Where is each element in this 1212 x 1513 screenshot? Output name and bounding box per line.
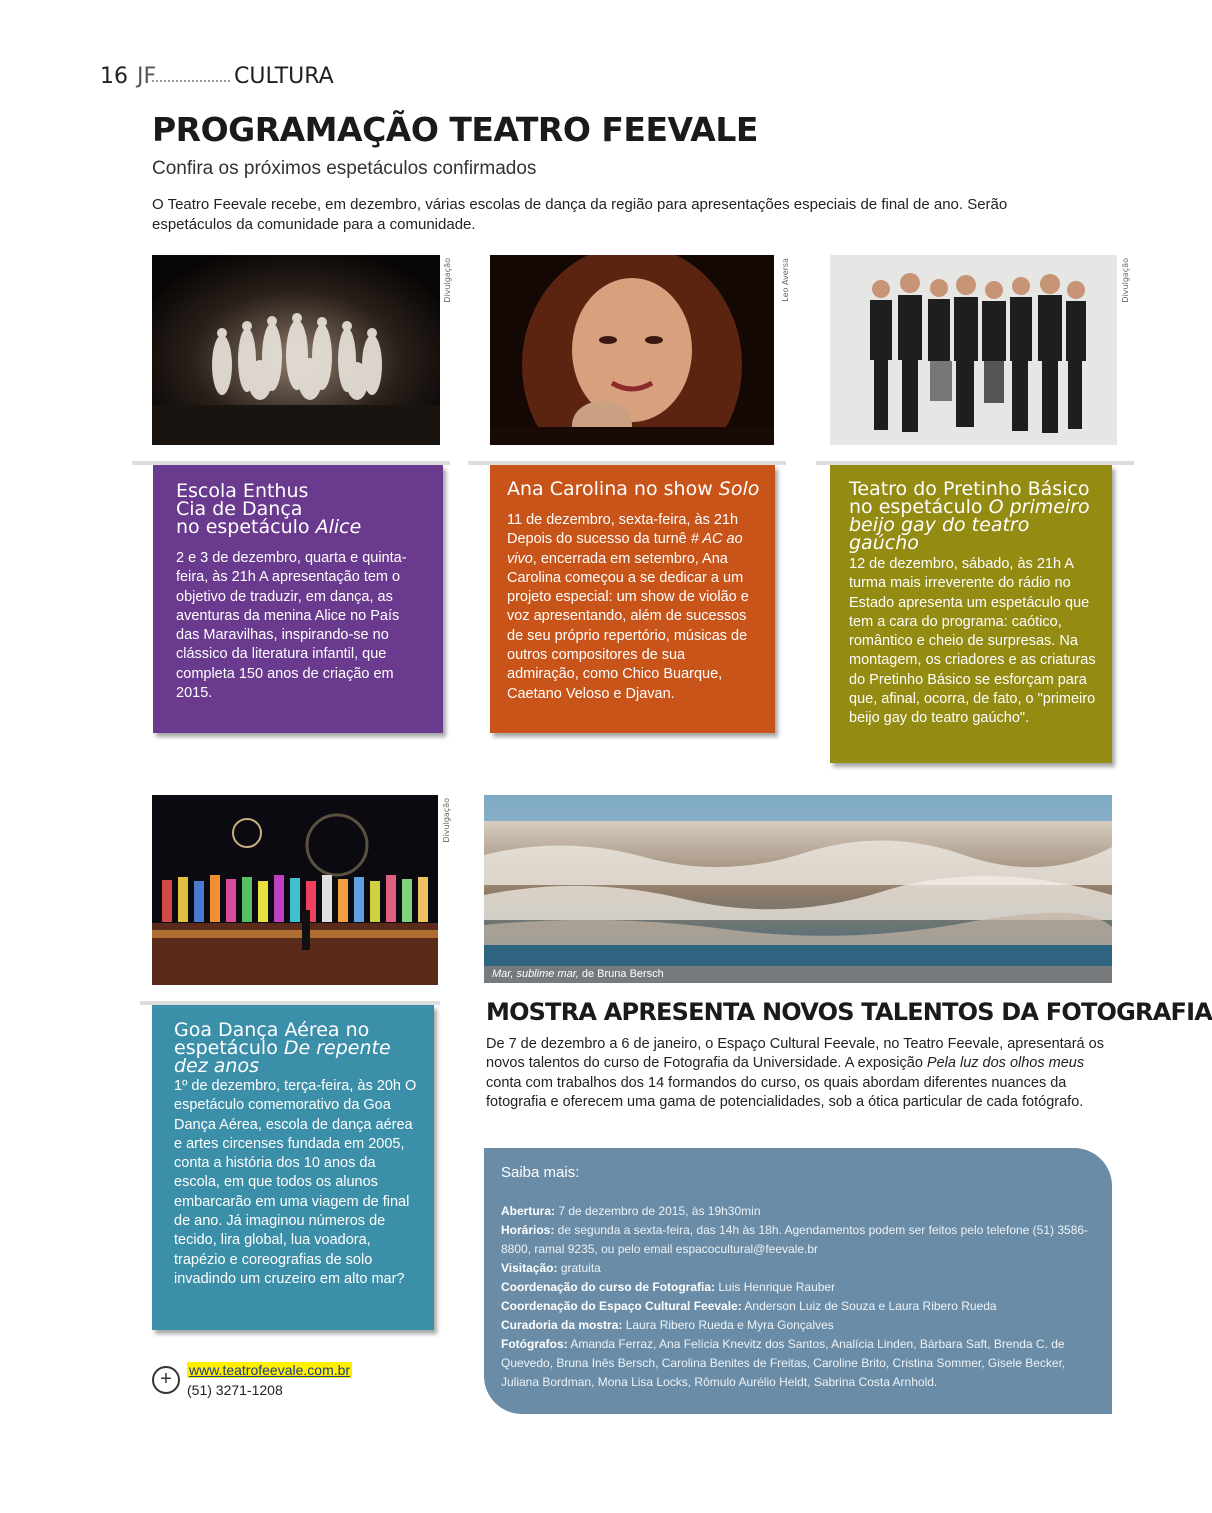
info-coord-curso xyxy=(501,1278,1096,1297)
card-title: no espetáculo xyxy=(849,496,989,518)
card-body-italic: # AC ao vivo xyxy=(507,531,743,567)
band-photo xyxy=(830,255,1117,445)
photo-credit: Leo Aversa xyxy=(781,258,790,302)
card-ana-carolina xyxy=(490,465,775,733)
card-title: no espetáculo xyxy=(176,516,316,538)
mostra-title: MOSTRA APRESENTA NOVOS TALENTOS DA FOTOGRAFIA xyxy=(486,998,1212,1026)
aerial-dance-photo xyxy=(152,795,438,985)
card-body xyxy=(507,511,759,704)
card-title: Ana Carolina no show xyxy=(507,478,719,500)
card-title: Goa Dança Aérea no espetáculo xyxy=(174,1019,370,1059)
info-abertura xyxy=(501,1202,1096,1221)
info-box xyxy=(484,1148,1112,1414)
card-body: 1º de dezembro, terça-feira, às 20h O espetáculo comemorativo da Goa Dança Aérea, escola de dança aérea e artes circenses fundada em 2005, conta a história dos 10 anos da escola, em que todos os alunos embarcarão em uma viagem de final de ano. Já imaginou números de tecido, lira global, lua voadora, trapézio e coreografias de solo invadindo um cruzeiro em alto mar? xyxy=(174,1078,417,1287)
mostra-body-text: conta com trabalhos dos 14 formandos do curso, os quais abordam diferentes nuances da fotografia e oferecem uma gama de potencialidades, sob a ótica particular de cada fotógrafo. xyxy=(486,1074,1084,1110)
info-label: Abertura: xyxy=(501,1204,556,1218)
info-label: Visitação: xyxy=(501,1261,558,1275)
plus-icon: + xyxy=(152,1366,180,1394)
card-body-text: , encerrada em setembro, Ana Carolina começou a se dedicar a um projeto especial: um show de violão e voz apresentando, além de sucessos de seu próprio repertório, músicas de outros compositores de sua admiração, como Chico Buarque, Caetano Veloso e Djavan. xyxy=(507,550,749,702)
info-value: Luis Henrique Rauber xyxy=(715,1280,836,1294)
info-label: Curadoria da mostra: xyxy=(501,1318,623,1332)
info-value: Amanda Ferraz, Ana Felícia Knevitz dos Santos, Analícia Linden, Bárbara Saft, Brenda C. de Quevedo, Bruna Inês Bersch, Carolina Benites de Freitas, Caroline Brito, Cristina Sommer, Gisele Becker, Juliana Bordman, Mona Lisa Locks, Rômulo Aurélio Heldt, Sabrina Costa Arnhold. xyxy=(501,1337,1066,1389)
card-body-text: 11 de dezembro, sexta-feira, às 21h Depois do sucesso da turnê xyxy=(507,512,739,548)
page-title: PROGRAMAÇÃO TEATRO FEEVALE xyxy=(152,110,758,149)
mostra-body xyxy=(486,1035,1106,1112)
card-body: 2 e 3 de dezembro, quarta e quinta-feira, às 21h A apresentação tem o objetivo de traduzir, em dança, as aventuras da menina Alice no País das Maravilhas, inspirando-se no clássico da literatura infantil, que completa 150 anos de criação em 2015. xyxy=(176,550,407,702)
info-label: Fotógrafos: xyxy=(501,1337,568,1351)
dance-photo xyxy=(152,255,440,445)
info-label: Coordenação do curso de Fotografia: xyxy=(501,1280,716,1294)
info-horarios xyxy=(501,1221,1096,1259)
singer-photo xyxy=(490,255,774,445)
card-title-italic: Alice xyxy=(315,516,362,538)
card-title: Teatro do Pretinho Básico xyxy=(849,478,1090,500)
header-divider xyxy=(152,80,230,82)
info-value: Laura Ribero Rueda e Myra Gonçalves xyxy=(622,1318,834,1332)
info-curadoria xyxy=(501,1316,1096,1335)
intro-paragraph: O Teatro Feevale recebe, em dezembro, várias escolas de dança da região para apresentações especiais de final de ano. Serão espetáculos da comunidade para a comunidade. xyxy=(152,196,1008,233)
sea-photo xyxy=(484,795,1112,983)
info-fotografos xyxy=(501,1335,1096,1392)
page-number: 16 xyxy=(100,64,128,89)
phone-number: (51) 3271-1208 xyxy=(187,1382,283,1398)
photo-credit: Divulgação xyxy=(1121,258,1130,303)
card-title: Escola Enthus xyxy=(176,480,309,502)
mostra-body-text: De 7 de dezembro a 6 de janeiro, o Espaço Cultural Feevale, no Teatro Feevale, apresentará os novos talentos do curso de Fotografia da Universidade. A exposição xyxy=(486,1036,1104,1072)
publication-logo: JF xyxy=(137,64,157,89)
info-value: de segunda a sexta-feira, das 14h às 18h. Agendamentos podem ser feitos pelo telefone (51) 3586-8800, ramal 9235, ou pelo email espacocultural@feevale.br xyxy=(501,1223,1089,1256)
card-goa-danca-aerea xyxy=(152,1005,434,1330)
caption-author: de Bruna Bersch xyxy=(578,968,664,980)
card-pretinho-basico xyxy=(830,465,1112,763)
photo-credit: Divulgação xyxy=(443,258,452,303)
info-label: Horários: xyxy=(501,1223,555,1237)
card-title-italic: Solo xyxy=(718,478,760,500)
info-heading: Saiba mais: xyxy=(501,1164,580,1181)
card-title-italic: De repente dez anos xyxy=(174,1037,391,1077)
photo-credit: Divulgação xyxy=(442,798,451,843)
info-value: Anderson Luiz de Souza e Laura Ribero Rueda xyxy=(741,1299,997,1313)
info-value: gratuita xyxy=(557,1261,601,1275)
caption-title: Mar, sublime mar, xyxy=(492,968,579,980)
mostra-body-italic: Pela luz dos olhos meus xyxy=(926,1055,1085,1072)
info-visitacao xyxy=(501,1259,1096,1278)
page-subtitle: Confira os próximos espetáculos confirmados xyxy=(152,158,537,179)
card-title: Cia de Dança xyxy=(176,498,303,520)
card-body: 12 de dezembro, sábado, às 21h A turma mais irreverente do rádio no Estado apresenta um espetáculo que tem a cara do programa: caótico, romântico e cheio de surpresas. Na montagem, os criadores e as criaturas do Pretinho Básico se esforçam para que, afinal, ocorra, de fato, o "primeiro beijo gay do teatro gaúcho". xyxy=(849,556,1096,727)
card-escola-enthus xyxy=(153,465,443,733)
info-value: 7 de dezembro de 2015, às 19h30min xyxy=(555,1204,761,1218)
card-title-italic: O primeiro beijo gay do teatro gaúcho xyxy=(849,496,1090,554)
section-name: CULTURA xyxy=(234,64,334,89)
info-coord-espaco xyxy=(501,1297,1096,1316)
info-label: Coordenação do Espaço Cultural Feevale: xyxy=(501,1299,742,1313)
website-link[interactable]: www.teatrofeevale.com.br xyxy=(189,1362,351,1378)
photo-caption xyxy=(492,968,664,980)
